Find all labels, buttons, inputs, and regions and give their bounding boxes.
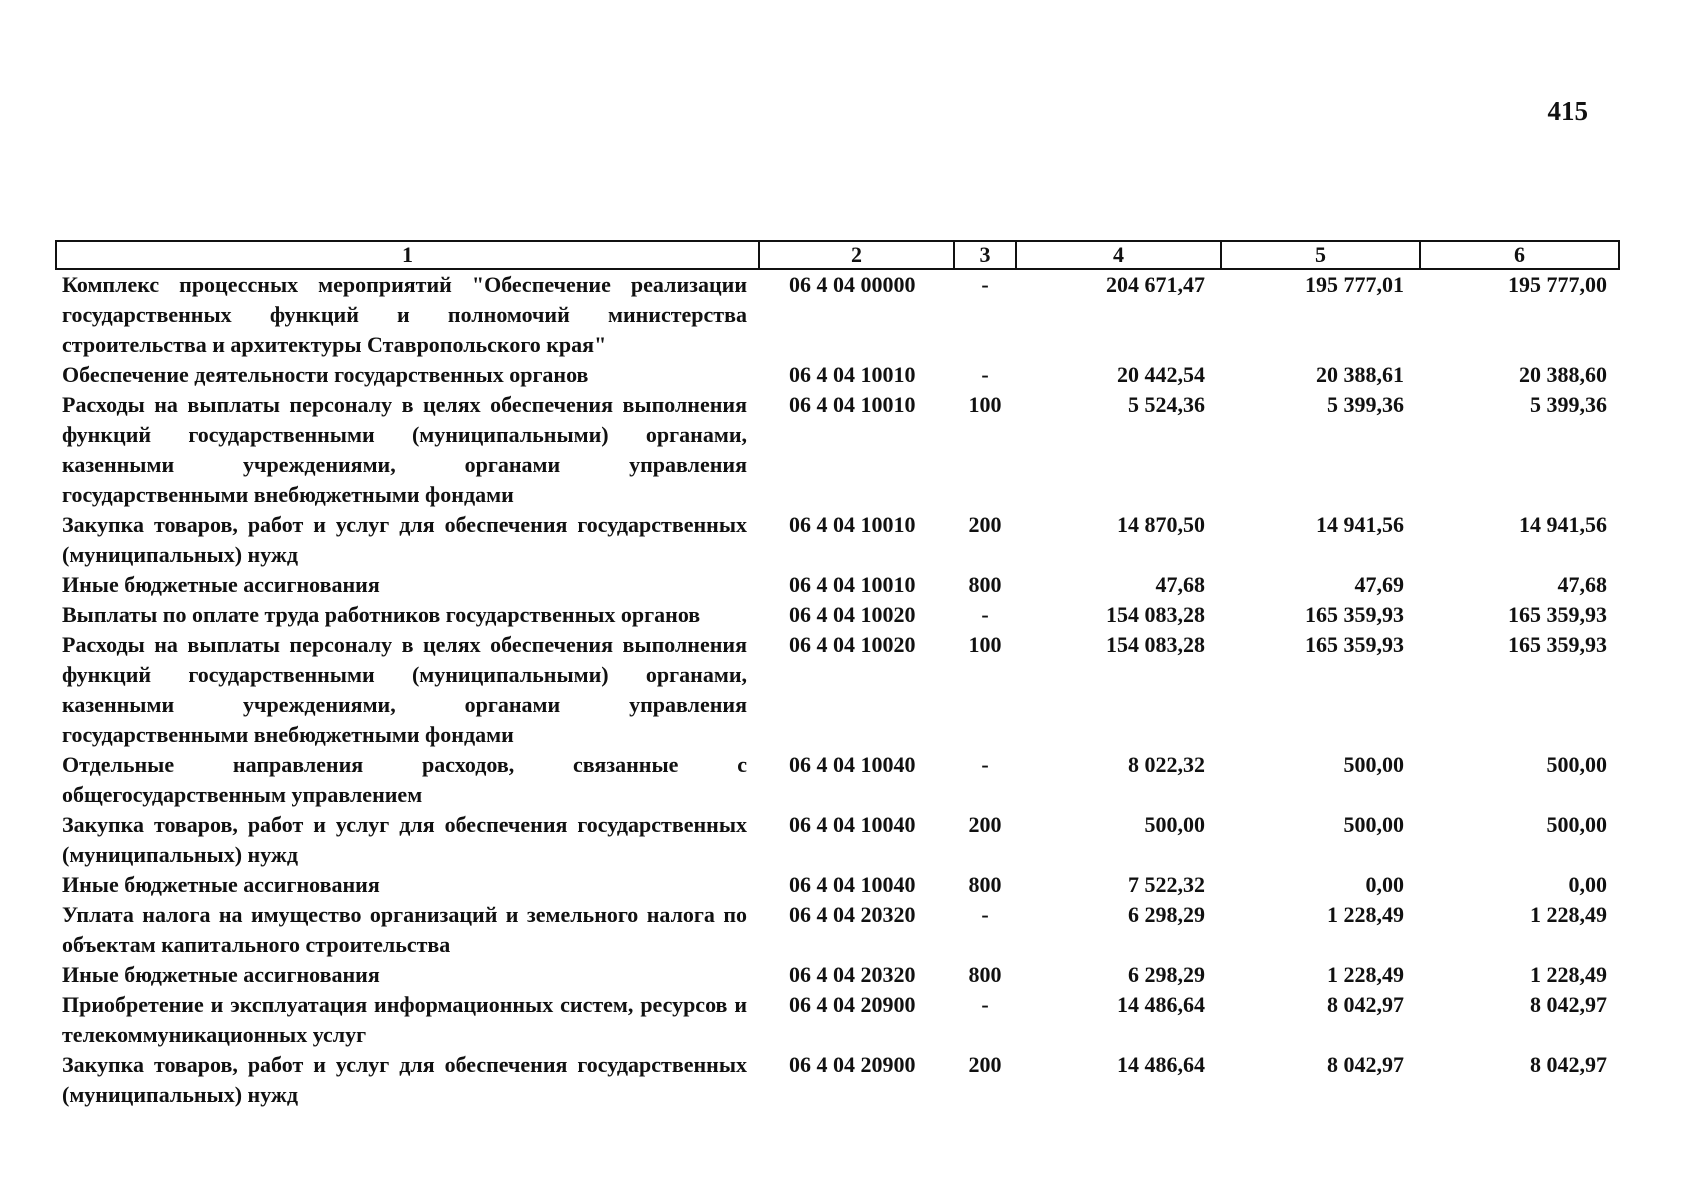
target-code: 06 4 04 20320 [789, 962, 916, 987]
amount-col-4: 14 486,64 [1117, 1052, 1205, 1077]
target-code: 06 4 04 10010 [789, 512, 916, 537]
expense-name: Иные бюджетные ассигнования [62, 572, 380, 597]
expense-type: - [981, 992, 989, 1017]
table-row [56, 900, 1619, 960]
expense-type: 200 [968, 512, 1002, 537]
target-code: 06 4 04 10010 [789, 572, 916, 597]
table-row [56, 600, 1619, 630]
expense-type: - [981, 902, 989, 927]
amount-col-6: 165 359,93 [1508, 632, 1607, 657]
expense-type: 800 [968, 872, 1002, 897]
amount-col-6: 20 388,60 [1519, 362, 1607, 387]
table-row [56, 810, 1619, 870]
expense-name: Комплекс процессных мероприятий "Обеспечение реализации государственных функций и полномочий министерства строительства и архитектуры Ставропольского края" [62, 272, 747, 357]
expense-type: 800 [968, 962, 1002, 987]
table-header-row [56, 241, 1619, 269]
amount-col-6: 47,68 [1557, 572, 1607, 597]
amount-col-4: 204 671,47 [1106, 272, 1205, 297]
table-body [56, 269, 1619, 1110]
expense-name: Уплата налога на имущество организаций и земельного налога по объектам капитального строительства [62, 902, 747, 957]
expense-name: Обеспечение деятельности государственных органов [62, 362, 589, 387]
amount-col-5: 500,00 [1343, 812, 1404, 837]
amount-col-6: 195 777,00 [1508, 272, 1607, 297]
amount-col-4: 14 486,64 [1117, 992, 1205, 1017]
amount-col-4: 6 298,29 [1128, 902, 1205, 927]
amount-col-6: 1 228,49 [1530, 902, 1607, 927]
amount-col-6: 500,00 [1546, 752, 1607, 777]
expense-type: - [981, 272, 989, 297]
amount-col-6: 500,00 [1546, 812, 1607, 837]
target-code: 06 4 04 10020 [789, 632, 916, 657]
expense-type: 100 [968, 392, 1002, 417]
amount-col-6: 0,00 [1568, 872, 1607, 897]
amount-col-4: 14 870,50 [1117, 512, 1205, 537]
table-row [56, 390, 1619, 510]
column-header-5: 5 [1221, 241, 1420, 269]
expense-type: - [981, 752, 989, 777]
expense-name: Закупка товаров, работ и услуг для обеспечения государственных (муниципальных) нужд [62, 1052, 747, 1107]
table-row [56, 269, 1619, 360]
table-row [56, 630, 1619, 750]
target-code: 06 4 04 10040 [789, 752, 916, 777]
amount-col-5: 14 941,56 [1316, 512, 1404, 537]
table-row [56, 510, 1619, 570]
amount-col-4: 8 022,32 [1128, 752, 1205, 777]
table-row [56, 990, 1619, 1050]
target-code: 06 4 04 20900 [789, 992, 916, 1017]
amount-col-4: 154 083,28 [1106, 632, 1205, 657]
target-code: 06 4 04 10020 [789, 602, 916, 627]
expense-name: Расходы на выплаты персоналу в целях обеспечения выполнения функций государственными (муниципальными) органами, казенными учреждениями, органами управления государственными внебюджетными фондами [62, 632, 747, 747]
amount-col-5: 47,69 [1354, 572, 1404, 597]
amount-col-5: 5 399,36 [1327, 392, 1404, 417]
target-code: 06 4 04 20900 [789, 1052, 916, 1077]
amount-col-6: 8 042,97 [1530, 992, 1607, 1017]
amount-col-4: 47,68 [1155, 572, 1205, 597]
expense-name: Отдельные направления расходов, связанные с общегосударственным управлением [62, 752, 747, 807]
column-header-1: 1 [56, 241, 759, 269]
expense-name: Иные бюджетные ассигнования [62, 872, 380, 897]
column-header-3: 3 [954, 241, 1016, 269]
amount-col-6: 1 228,49 [1530, 962, 1607, 987]
target-code: 06 4 04 00000 [789, 272, 916, 297]
amount-col-6: 165 359,93 [1508, 602, 1607, 627]
expense-type: 100 [968, 632, 1002, 657]
budget-table [55, 240, 1620, 1110]
target-code: 06 4 04 20320 [789, 902, 916, 927]
expense-type: 800 [968, 572, 1002, 597]
table-row [56, 570, 1619, 600]
column-header-6: 6 [1420, 241, 1619, 269]
amount-col-5: 0,00 [1365, 872, 1404, 897]
amount-col-5: 165 359,93 [1305, 602, 1404, 627]
table-row [56, 360, 1619, 390]
target-code: 06 4 04 10040 [789, 812, 916, 837]
expense-name: Иные бюджетные ассигнования [62, 962, 380, 987]
target-code: 06 4 04 10010 [789, 362, 916, 387]
table-row [56, 870, 1619, 900]
amount-col-4: 7 522,32 [1128, 872, 1205, 897]
table-row [56, 1050, 1619, 1110]
amount-col-4: 6 298,29 [1128, 962, 1205, 987]
expense-name: Выплаты по оплате труда работников государственных органов [62, 602, 701, 627]
expense-name: Закупка товаров, работ и услуг для обеспечения государственных (муниципальных) нужд [62, 512, 747, 567]
amount-col-5: 8 042,97 [1327, 1052, 1404, 1077]
amount-col-4: 5 524,36 [1128, 392, 1205, 417]
amount-col-5: 8 042,97 [1327, 992, 1404, 1017]
target-code: 06 4 04 10040 [789, 872, 916, 897]
amount-col-4: 20 442,54 [1117, 362, 1205, 387]
table-row [56, 750, 1619, 810]
amount-col-5: 20 388,61 [1316, 362, 1404, 387]
expense-name: Расходы на выплаты персоналу в целях обеспечения выполнения функций государственными (муниципальными) органами, казенными учреждениями, органами управления государственными внебюджетными фондами [62, 392, 747, 507]
expense-type: - [981, 602, 989, 627]
amount-col-5: 500,00 [1343, 752, 1404, 777]
expense-type: 200 [968, 1052, 1002, 1077]
page-number: 415 [1547, 96, 1588, 126]
amount-col-6: 14 941,56 [1519, 512, 1607, 537]
amount-col-5: 1 228,49 [1327, 962, 1404, 987]
expense-name: Закупка товаров, работ и услуг для обеспечения государственных (муниципальных) нужд [62, 812, 747, 867]
expense-type: - [981, 362, 989, 387]
amount-col-4: 500,00 [1144, 812, 1205, 837]
amount-col-5: 1 228,49 [1327, 902, 1404, 927]
column-header-2: 2 [759, 241, 954, 269]
expense-name: Приобретение и эксплуатация информационных систем, ресурсов и телекоммуникационных услуг [62, 992, 747, 1047]
column-header-4: 4 [1016, 241, 1221, 269]
amount-col-6: 5 399,36 [1530, 392, 1607, 417]
amount-col-6: 8 042,97 [1530, 1052, 1607, 1077]
amount-col-5: 195 777,01 [1305, 272, 1404, 297]
expense-type: 200 [968, 812, 1002, 837]
amount-col-4: 154 083,28 [1106, 602, 1205, 627]
table-row [56, 960, 1619, 990]
amount-col-5: 165 359,93 [1305, 632, 1404, 657]
target-code: 06 4 04 10010 [789, 392, 916, 417]
